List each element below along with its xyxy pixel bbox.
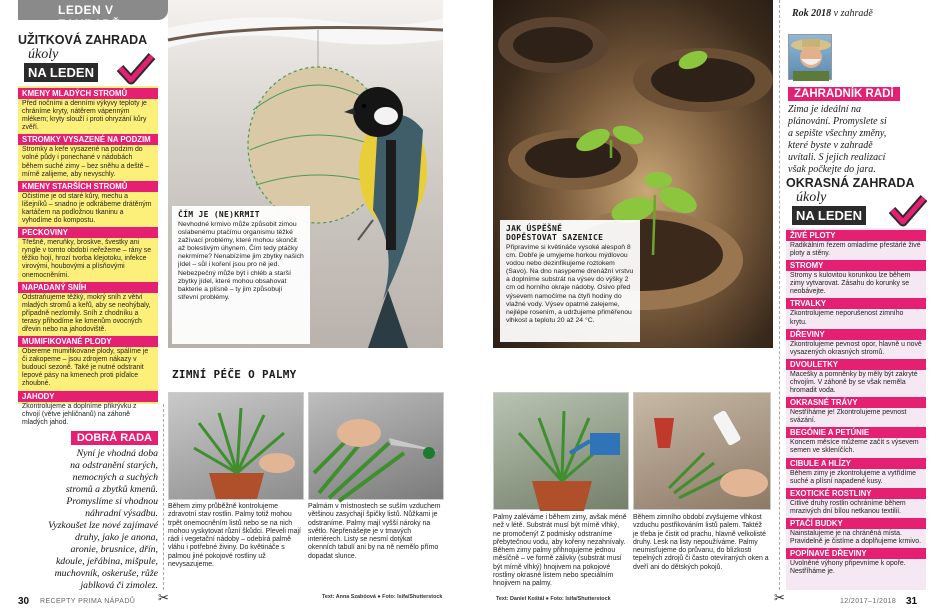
tip-heading: BEGÓNIE A PETÚNIE — [786, 427, 926, 438]
rada-line: stromů a zbytků kmenů. — [65, 484, 158, 495]
tip-item — [18, 134, 158, 178]
tip-text: Uvolněné výhony připevníme k opoře. Nestříháme je. — [790, 560, 906, 576]
zahradnik-line: které byste v zahradě — [788, 140, 873, 151]
uzitkova-tips — [18, 86, 158, 426]
okrasna-tips — [786, 228, 926, 590]
rada-line: na odstranění starých, — [70, 460, 158, 471]
tip-text: Radikálním řezem omladíme přestárlé živé ploty a stěny. — [790, 242, 921, 258]
category-tab: LEDEN V ZAHRADĚ — [18, 0, 168, 20]
tip-heading: ŽIVÉ PLOTY — [786, 230, 926, 241]
tip-item — [18, 181, 158, 225]
tip-text: Obereme mumifikované plody, spálíme je či zakopeme – jsou zdrojem nákazy v budoucí sezoně. Také je nutné odstranit lepové pásy na kmenech proti píďalce zhoubné. — [22, 348, 149, 388]
tip-heading: DVOULETKY — [786, 359, 926, 370]
page-number-left: 30 — [18, 596, 30, 607]
palm-text-4: Během zimního období zvyšujeme vlhkost vzduchu postřikováním listů palem. Taktéž je třeba je čistit od prachu, hlavně velkolisté druhy. Lesk na listy nepoužíváme. Palmy neumisťujeme do průvanu, do blízkosti tepelných zdrojů či často otevíraných oken a dveří ani do dětských pokojů. — [633, 514, 769, 571]
tip-text: Zkontrolujeme pevnost opor, hlavně u nově vysazených okrasných stromů. — [790, 340, 922, 356]
tip-item — [786, 329, 926, 357]
zahradnik-line: plánování. Promyslete si — [788, 116, 887, 127]
zahradnik-title: ZAHRADNÍK RADÍ — [788, 87, 900, 101]
tip-text: Nestříháme je! Zkontrolujeme pevnost svázání. — [790, 409, 907, 425]
tip-heading: KMENY STARŠÍCH STROMŮ — [18, 181, 158, 192]
seed-caption — [500, 220, 640, 342]
rok-header — [792, 8, 873, 19]
tip-heading: MUMIFIKOVANÉ PLODY — [18, 336, 158, 347]
rok-label: Rok 2018 — [792, 8, 832, 19]
tip-heading: DŘEVINY — [786, 329, 926, 340]
caption-heading: ČÍM JE (NE)KRMIT — [178, 210, 260, 219]
caption-heading-2: DOPĚSTOVAT SAZENICE — [506, 233, 604, 242]
palm-photo-4 — [633, 392, 771, 510]
tip-item — [786, 427, 926, 455]
tip-text: Před nočními a denními výkyvy teploty je chráníme kryty, nátěrem vápenným mlékem; kryty slouží i proti ohryzání kůry zvěří. — [22, 100, 147, 132]
zahradnik-radi — [788, 84, 928, 176]
tip-text: Citlivé druhy rostlin ochráníme během mrazivých dní bílou netkanou textilií. — [790, 499, 906, 515]
rada-line: aronie, brusnice, dřín, — [70, 544, 158, 555]
checkmark-icon — [118, 54, 154, 84]
rada-line: muchovník, oskeruše, růže — [54, 568, 158, 579]
zahradnik-text — [788, 104, 928, 176]
zahradnik-line: Zima je ideální na — [788, 104, 862, 115]
section-title: UŽITKOVÁ ZAHRADA — [18, 33, 148, 47]
ukoly-label: úkoly — [28, 47, 59, 62]
tip-heading: STROMKY VYSAZENÉ NA PODZIM — [18, 134, 158, 145]
rada-line: nemocných a suchých — [72, 472, 158, 483]
page-number-right: 31 — [906, 596, 918, 607]
tip-item — [786, 230, 926, 258]
rada-line: náhradní výsadbu. — [85, 508, 158, 519]
tip-heading: PECKOVINY — [18, 227, 158, 238]
leden-label: NA LEDEN — [24, 63, 98, 82]
tip-heading: EXOTICKÉ ROSTLINY — [786, 488, 926, 499]
dobra-rada — [40, 428, 158, 592]
scissors-cutting-illustration — [309, 393, 445, 501]
section-title: OKRASNÁ ZAHRADA — [786, 176, 915, 190]
caption-text: Nevhodné krmivo může způsobit zimou oslabenému ptačímu organismu těžké zažívací problémy, které mohou skončit až bolestivým úhynem. Čím tedy ptáčky nekrmíme? Nenabízíme jim zbytky našich jídel – sůl i koření jsou pro ně jed. Nebezpečný může být i chléb a starší zbytky jídel, které mohou obsahovat bakterie a plísně – ty jim způsobují střevní problémy. — [178, 221, 304, 301]
tip-item — [786, 548, 926, 576]
tip-item — [786, 458, 926, 486]
zahradnik-line: uvítali. S jejich realizací — [788, 152, 886, 163]
tip-text: Macešky a pomněnky by měly být zakryté chvojím. V záhoně by se však neměla hromadit voda. — [790, 370, 918, 395]
tip-text: Zkontrolujeme neporušenost zimního krytu. — [790, 310, 904, 326]
tip-heading: OKRASNÉ TRÁVY — [786, 397, 926, 408]
zahradnik-line: však počkejte do jara. — [788, 164, 876, 175]
rada-line: Promyslíme si vhodnou — [66, 496, 158, 507]
palm-photo-1 — [168, 392, 304, 500]
caption-heading-1: JAK ÚSPĚŠNĚ — [506, 224, 563, 233]
tip-heading: JAHODY — [18, 391, 158, 402]
tip-text: Během zimy je zkontrolujeme a vytřídíme suché a plísní napadené kusy. — [790, 469, 916, 485]
watering-palm-illustration — [494, 393, 630, 511]
tip-text: Nainstalujeme je na chráněná místa. Pravidelně je čistíme a doplňujeme krmivo. — [790, 529, 921, 545]
tip-item — [786, 260, 926, 296]
tip-item — [786, 488, 926, 516]
dobra-rada-title: DOBRÁ RADA — [71, 431, 158, 445]
tip-text: Stromy s kulovitou korunkou lze během zimy vytvarovat. Zásahu do korunky se neobávejte. — [790, 272, 911, 296]
scissors-icon: ✂ — [774, 590, 785, 605]
tip-item — [18, 282, 158, 334]
dobra-rada-text — [40, 448, 158, 592]
leden-label: NA LEDEN — [792, 206, 866, 225]
rada-line: jablková či zimolez. — [80, 580, 158, 591]
tip-text: Třešně, meruňky, broskve, švestky ani ryngle v tomto období neřežeme – rány se těžko hojí, hrozí tvorba klejotoku, infekce virovými, houbovými a plísňovými onemocněními. — [22, 239, 152, 279]
tip-text: Zkontrolujeme a doplníme přikrývku z chvojí (větve jehličnanů) na záhoně mladých jahod. — [22, 402, 137, 426]
tip-heading: NAPADANÝ SNÍH — [18, 282, 158, 293]
palm-pot-illustration — [169, 393, 305, 501]
tip-text: Očistíme je od staré kůry, mechu a lišejníků – snadno je odkrábeme drátěným kartáčem na podložnou tkaninu a vyhodíme do kompostu. — [22, 192, 152, 225]
palm-title: ZIMNÍ PÉČE O PALMY — [172, 368, 297, 381]
credit-left: Text: Anna Szabóová ● Foto: Isifa/Shutterstock — [322, 594, 443, 600]
tip-item — [786, 518, 926, 546]
spraying-palm-illustration — [634, 393, 772, 511]
cut-line — [779, 0, 780, 590]
credit-right: Text: Daniel Koštál ● Foto: Isifa/Shutterstock — [496, 596, 611, 602]
cut-line — [163, 404, 164, 590]
palm-text-1: Během zimy průběžně kontrolujeme zdravotní stav rostlin. Palmy totiž mohou trpět onemocněním listů nebo se na nich mohou vyskytovat různí škůdci. Pleveli mají rádi i vegetační nádoby – odebírá palmě vláhu i potřebné živiny. Do květináče s palmou jiné pokojové rostliny už nevysazujeme. — [168, 503, 301, 569]
palm-text-3: Palmy zaléváme i během zimy, avšak méně než v létě. Substrát musí být mírně vlhký, ne promočený! Z podmisky odstraníme přebytečnou vodu, aby kořeny nezahnívaly. Během zimy palmy přihnojujeme jednou měsíčně – ve formě zálivky (substrát musí být mírně vlhký) hnojivem na pokojové rostliny okrasné listem nebo speciálním hnojivem na palmy. — [493, 514, 627, 588]
rok-suffix: v zahradě — [833, 8, 873, 19]
palm-text-2: Palmám v místnostech se suším vzduchem většinou zasychají špičky listů. Nůžkami je odstraníme. Palmy mají vyšší nároky na světlo. Nepřenášejte je v tmavých interiérech. Listy se nesmí dotýkat okenních tabulí ani by na ně nemělo přímo dopadat slunce. — [308, 503, 441, 560]
palm-photo-3 — [493, 392, 629, 510]
bird-caption — [172, 206, 310, 344]
issue-label: 12/2017–1/2018 — [840, 598, 897, 605]
rada-line: Vyzkoušet lze nové zajímavé — [48, 520, 158, 531]
gardener-avatar — [788, 34, 832, 80]
rada-line: druhy, jako je anona, — [75, 532, 158, 543]
tip-heading: POPÍNAVÉ DŘEVINY — [786, 548, 926, 559]
tip-text: Koncem měsíce můžeme začít s výsevem semen ve skleníčích. — [790, 439, 919, 455]
tip-item — [786, 298, 926, 326]
zahradnik-line: a sepište všechny změny, — [788, 128, 887, 139]
footer-left: RECEPTY PRIMA NÁPADŮ — [40, 598, 136, 605]
tip-heading: STROMY — [786, 260, 926, 271]
tip-item — [786, 397, 926, 425]
tip-item — [18, 391, 158, 427]
gardener-portrait — [789, 35, 833, 81]
ukoly-label: úkoly — [796, 190, 827, 205]
tip-heading: KMENY MLADÝCH STROMŮ — [18, 88, 158, 99]
tip-item — [786, 359, 926, 395]
checkmark-icon — [890, 196, 926, 226]
tip-item — [18, 88, 158, 132]
rada-line: kdoule, jeřábina, mišpule, — [55, 556, 158, 567]
scissors-icon: ✂ — [158, 590, 169, 605]
tip-item — [18, 336, 158, 388]
tip-item — [18, 227, 158, 279]
rada-line: Nyní je vhodná doba — [76, 448, 158, 459]
tip-text: Odstraňujeme těžký, mokrý sníh z větví mladých stromů a keřů, aby se neohýbaly, případně nezlomily. Sníh z chodníku a terasy přihodíme ke kmenům ovocných dřevin nebo na jahodoviště. — [22, 293, 151, 333]
tip-heading: PTAČÍ BUDKY — [786, 518, 926, 529]
palm-photo-2 — [308, 392, 444, 500]
caption-text: Připravíme si květináče vysoké alespoň 8 cm. Dobře je umyjeme horkou mýdlovou vodou nebo dezinfikujeme roztokem (Savo). Na dno nasypeme drenážní vrstvu a doplníme substrát na výsev do výšky 2 cm od horního okraje nádoby. Osivo před výsevem namočíme na čtyři hodiny do vlažné vody. Výsev opatrně zalejeme, nejlépe rosením, a udržujeme přiměřenou vlhkost a teplotu 20 až 24 °C. — [506, 244, 634, 324]
tip-heading: CIBULE A HLÍZY — [786, 458, 926, 469]
tip-text: Stromky a keře vysazené na podzim do volné půdy i ponechané v nádobách během suché zimy – bez sněhu a deště – mírně zalijeme, aby nevyschly. — [22, 146, 150, 178]
tip-heading: TRVALKY — [786, 298, 926, 309]
